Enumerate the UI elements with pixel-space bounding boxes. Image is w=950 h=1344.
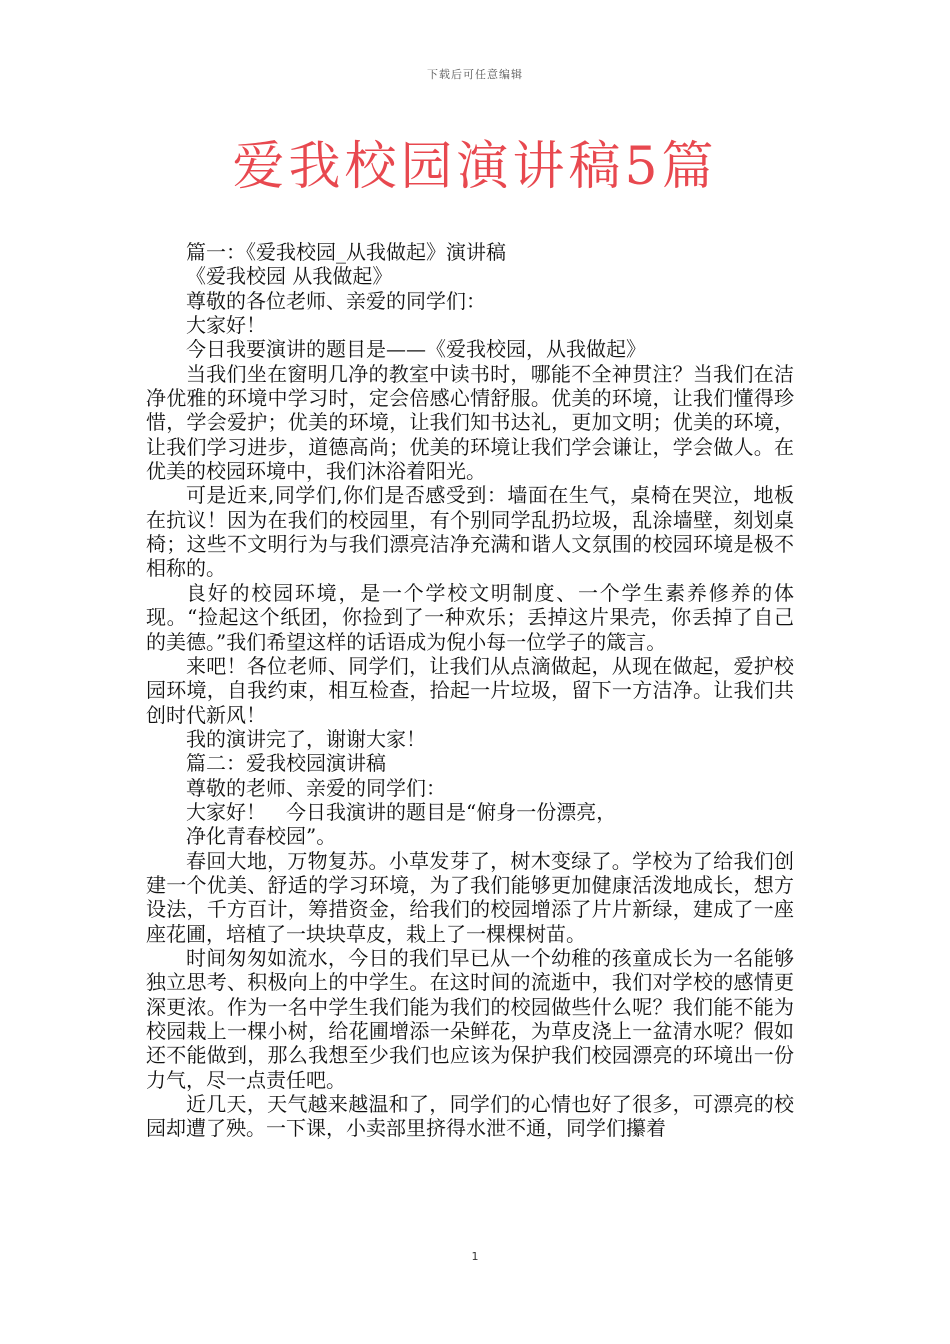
paragraph: 净化青春校园”。 (186, 824, 337, 849)
paragraph: 尊敬的各位老师、亲爱的同学们： (186, 288, 486, 313)
header-note: 下载后可任意编辑 (427, 68, 523, 81)
paragraph: 大家好！ (186, 313, 266, 338)
paragraph: 尊敬的老师、亲爱的同学们： (186, 775, 446, 800)
paragraph: 《爱我校园 从我做起》 (186, 264, 393, 289)
paragraph: 篇二：爱我校园演讲稿 (186, 751, 386, 776)
paragraph: 我的演讲完了，谢谢大家！ (186, 726, 426, 751)
paragraph: 大家好！ 今日我演讲的题目是“俯身一份漂亮， (186, 799, 617, 824)
paragraph: 良好的校园环境，是一个学校文明制度、一个学生素养修养的体现。“捡起这个纸团，你捡到了一种欢乐；丢掉这片果壳，你丢掉了自己的美德。”我们希望这样的话语成为倪小每一位学子的箴言。 (146, 580, 794, 654)
paragraph: 今日我要演讲的题目是——《爱我校园，从我做起》 (186, 337, 646, 362)
paragraph: 当我们坐在窗明几净的教室中读书时，哪能不全神贯注？当我们在洁净优雅的环境中学习时，定会倍感心情舒服。优美的环境，让我们懂得珍惜，学会爱护；优美的环境，让我们知书达礼，更加文明；优美的环境，让我们学习进步，道德高尚；优美的环境让我们学会谦让，学会做人。在优美的校园环境中，我们沐浴着阳光。 (146, 361, 794, 484)
paragraph: 可是近来,同学们,你们是否感受到：墙面在生气，桌椅在哭泣，地板在抗议！因为在我们的校园里，有个别同学乱扔垃圾，乱涂墙壁，刻划桌椅；这些不文明行为与我们漂亮洁净充满和谐人文氛围的校园环境是极不相称的。 (146, 483, 794, 581)
document-title: 爱我校园演讲稿5篇 (232, 137, 718, 197)
paragraph: 来吧！各位老师、同学们，让我们从点滴做起，从现在做起，爱护校园环境，自我约束，相互检查，拾起一片垃圾，留下一方洁净。让我们共创时代新风！ (146, 653, 794, 727)
document-body (146, 240, 794, 1141)
page-number: 1 (471, 1250, 479, 1263)
paragraph: 近几天，天气越来越温和了，同学们的心情也好了很多，可漂亮的校园却遭了殃。一下课，小卖部里挤得水泄不通，同学们攥着 (146, 1092, 794, 1141)
paragraph: 篇一：《爱我校园_从我做起》演讲稿 (186, 240, 506, 264)
paragraph: 春回大地，万物复苏。小草发芽了，树木变绿了。学校为了给我们创建一个优美、舒适的学习环境，为了我们能够更加健康活泼地成长，想方设法，千方百计，筹措资金，给我们的校园增添了片片新绿，建成了一座座花圃，培植了一块块草皮，栽上了一棵棵树苗。 (146, 848, 794, 946)
paragraph: 时间匆匆如流水，今日的我们早已从一个幼稚的孩童成长为一名能够独立思考、积极向上的中学生。在这时间的流逝中，我们对学校的感情更深更浓。作为一名中学生我们能为我们的校园做些什么呢？我们能不能为校园栽上一棵小树，给花圃增添一朵鲜花，为草皮浇上一盆清水呢？假如还不能做到，那么我想至少我们也应该为保护我们校园漂亮的环境出一份力气，尽一点责任吧。 (146, 945, 794, 1092)
